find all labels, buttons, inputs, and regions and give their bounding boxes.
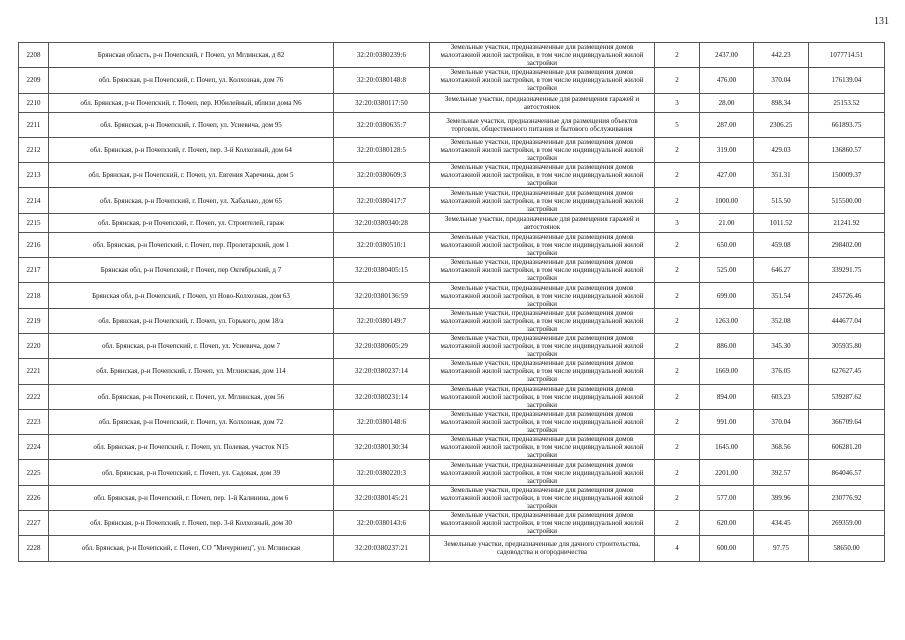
cadastral-value-cell: 539287.62 (809, 384, 885, 409)
cadastral-number-cell: 32:20:0380605:29 (334, 333, 430, 358)
unit-value-cell: 515.50 (754, 188, 809, 213)
area-cell: 886.00 (700, 333, 754, 358)
unit-value-cell: 345.30 (754, 333, 809, 358)
table-row (19, 112, 885, 137)
land-use-cell: Земельные участки, предназначенные для размещения домов малоэтажной жилой застройки, в том числе индивидуальной жилой застройки (430, 137, 655, 162)
unit-value-cell: 646.27 (754, 258, 809, 283)
cadastral-value-cell: 176139.04 (809, 68, 885, 93)
table-row (19, 137, 885, 162)
table-row (19, 435, 885, 460)
area-cell: 2437.00 (700, 43, 754, 68)
unit-value-cell: 898.34 (754, 93, 809, 112)
area-cell: 577.00 (700, 485, 754, 510)
unit-value-cell: 603.23 (754, 384, 809, 409)
row-number: 2224 (19, 435, 49, 460)
land-use-cell: Земельные участки, предназначенные для размещения домов малоэтажной жилой застройки, в том числе индивидуальной жилой застройки (430, 232, 655, 257)
address-cell: обл. Брянская, р-н Почепский, г. Почеп, ул. Евгения Харечина, дом 5 (49, 163, 334, 188)
cadastral-number-cell: 32:20:0380237:21 (334, 536, 430, 561)
land-use-cell: Земельные участки, предназначенные для размещения гаражей и автостоянок (430, 93, 655, 112)
address-cell: обл. Брянская, р-н Почепский, г. Почеп, пер. Пролетарский, дом 1 (49, 232, 334, 257)
area-cell: 991.00 (700, 409, 754, 434)
address-cell: Брянская обл, р-н Почепский, г Почеп, ул Ново-Колхозная, дом 63 (49, 283, 334, 308)
group-code-cell: 2 (655, 435, 700, 460)
address-cell: обл. Брянская, р-н Почепский, г. Почеп, ул. Садовая, дом 39 (49, 460, 334, 485)
cadastral-value-cell: 366709.64 (809, 409, 885, 434)
row-number: 2213 (19, 163, 49, 188)
cadastral-value-cell: 606281.20 (809, 435, 885, 460)
address-cell: обл. Брянская, р-н Почепский, г. Почеп, ул. Полевая, участок N15 (49, 435, 334, 460)
unit-value-cell: 370.04 (754, 68, 809, 93)
unit-value-cell: 376.05 (754, 359, 809, 384)
cadastral-number-cell: 32:20:0380231:14 (334, 384, 430, 409)
area-cell: 287.00 (700, 112, 754, 137)
cadastral-number-cell: 32:20:0380130:34 (334, 435, 430, 460)
group-code-cell: 2 (655, 188, 700, 213)
area-cell: 1000.00 (700, 188, 754, 213)
address-cell: обл. Брянская, р-н Почепский, г. Почеп, ул. Колхозная, дом 72 (49, 409, 334, 434)
cadastral-number-cell: 32:20:0380148:8 (334, 68, 430, 93)
group-code-cell: 2 (655, 359, 700, 384)
cadastral-number-cell: 32:20:0380145:21 (334, 485, 430, 510)
address-cell: обл. Брянская, р-н Почепский, г. Почеп, ул. Усиевича, дом 7 (49, 333, 334, 358)
group-code-cell: 2 (655, 283, 700, 308)
row-number: 2208 (19, 43, 49, 68)
cadastral-value-cell: 515500.00 (809, 188, 885, 213)
group-code-cell: 3 (655, 93, 700, 112)
group-code-cell: 2 (655, 137, 700, 162)
land-use-cell: Земельные участки, предназначенные для размещения домов малоэтажной жилой застройки, в том числе индивидуальной жилой застройки (430, 333, 655, 358)
table-row (19, 536, 885, 561)
row-number: 2216 (19, 232, 49, 257)
cadastral-number-cell: 32:20:0380417:7 (334, 188, 430, 213)
group-code-cell: 3 (655, 213, 700, 232)
area-cell: 894.00 (700, 384, 754, 409)
row-number: 2226 (19, 485, 49, 510)
cadastral-value-cell: 150009.37 (809, 163, 885, 188)
land-use-cell: Земельные участки, предназначенные для размещения домов малоэтажной жилой застройки, в том числе индивидуальной жилой застройки (430, 68, 655, 93)
land-use-cell: Земельные участки, предназначенные для размещения объектов торговли, общественного питания и бытового обслуживания (430, 112, 655, 137)
cadastral-value-cell: 298402.00 (809, 232, 885, 257)
table-row (19, 232, 885, 257)
unit-value-cell: 429.03 (754, 137, 809, 162)
table-row (19, 213, 885, 232)
row-number: 2223 (19, 409, 49, 434)
address-cell: обл. Брянская, р-н Почепский, г. Почеп, ул. Мглинская, дом 56 (49, 384, 334, 409)
cadastral-value-cell: 444677.04 (809, 308, 885, 333)
cadastral-value-cell: 230776.92 (809, 485, 885, 510)
area-cell: 319.00 (700, 137, 754, 162)
page-number: 131 (874, 16, 889, 27)
unit-value-cell: 392.57 (754, 460, 809, 485)
address-cell: обл. Брянская, р-н Почепский, г. Почеп, ул. Горького, дом 18/а (49, 308, 334, 333)
area-cell: 620.00 (700, 511, 754, 536)
table-row (19, 511, 885, 536)
land-use-cell: Земельные участки, предназначенные для размещения домов малоэтажной жилой застройки, в том числе индивидуальной жилой застройки (430, 188, 655, 213)
address-cell: Брянская область, р-н Почепский, г Почеп, ул Мглинская, д 82 (49, 43, 334, 68)
table-row (19, 68, 885, 93)
cadastral-value-cell: 339291.75 (809, 258, 885, 283)
row-number: 2228 (19, 536, 49, 561)
address-cell: обл. Брянская, р-н Почепский, г. Почеп, ул. Хабалько, дом 65 (49, 188, 334, 213)
table-row (19, 359, 885, 384)
group-code-cell: 2 (655, 384, 700, 409)
cadastral-value-cell: 1077714.51 (809, 43, 885, 68)
address-cell: обл. Брянская, р-н Почепский, г. Почеп, пер. 1-й Калинина, дом 6 (49, 485, 334, 510)
cadastral-number-cell: 32:20:0380239:6 (334, 43, 430, 68)
table-row (19, 384, 885, 409)
cadastral-number-cell: 32:20:0380148:6 (334, 409, 430, 434)
group-code-cell: 2 (655, 163, 700, 188)
unit-value-cell: 399.96 (754, 485, 809, 510)
cadastral-number-cell: 32:20:0380220:3 (334, 460, 430, 485)
address-cell: обл. Брянская, р-н Почепский, г. Почеп, ул. Усиевича, дом 95 (49, 112, 334, 137)
unit-value-cell: 370.04 (754, 409, 809, 434)
land-use-cell: Земельные участки, предназначенные для размещения домов малоэтажной жилой застройки, в том числе индивидуальной жилой застройки (430, 308, 655, 333)
row-number: 2218 (19, 283, 49, 308)
row-number: 2220 (19, 333, 49, 358)
group-code-cell: 2 (655, 460, 700, 485)
land-use-cell: Земельные участки, предназначенные для дачного строительства, садоводства и огородничества (430, 536, 655, 561)
cadastral-value-cell: 661893.75 (809, 112, 885, 137)
land-use-cell: Земельные участки, предназначенные для размещения гаражей и автостоянок (430, 213, 655, 232)
cadastral-number-cell: 32:20:0380340:28 (334, 213, 430, 232)
address-cell: обл. Брянская, р-н Почепский, г. Почеп, СО "Мичуринец", ул. Мглинская (49, 536, 334, 561)
land-use-cell: Земельные участки, предназначенные для размещения домов малоэтажной жилой застройки, в том числе индивидуальной жилой застройки (430, 511, 655, 536)
group-code-cell: 5 (655, 112, 700, 137)
unit-value-cell: 352.08 (754, 308, 809, 333)
row-number: 2222 (19, 384, 49, 409)
address-cell: обл. Брянская, р-н Почепский, г. Почеп, пер. 3-й Колхозный, дом 64 (49, 137, 334, 162)
land-use-cell: Земельные участки, предназначенные для размещения домов малоэтажной жилой застройки, в том числе индивидуальной жилой застройки (430, 283, 655, 308)
unit-value-cell: 351.31 (754, 163, 809, 188)
cadastral-number-cell: 32:20:0380136:59 (334, 283, 430, 308)
cadastral-value-cell: 627627.45 (809, 359, 885, 384)
cadastral-number-cell: 32:20:0380405:15 (334, 258, 430, 283)
table-row (19, 485, 885, 510)
cadastral-value-cell: 305935.80 (809, 333, 885, 358)
unit-value-cell: 442.23 (754, 43, 809, 68)
cadastral-number-cell: 32:20:0380510:1 (334, 232, 430, 257)
group-code-cell: 2 (655, 43, 700, 68)
group-code-cell: 2 (655, 511, 700, 536)
cadastral-value-cell: 25153.52 (809, 93, 885, 112)
row-number: 2209 (19, 68, 49, 93)
area-cell: 525.00 (700, 258, 754, 283)
group-code-cell: 2 (655, 409, 700, 434)
cadastral-value-cell: 58650.00 (809, 536, 885, 561)
area-cell: 28.00 (700, 93, 754, 112)
row-number: 2212 (19, 137, 49, 162)
group-code-cell: 2 (655, 232, 700, 257)
row-number: 2211 (19, 112, 49, 137)
unit-value-cell: 97.75 (754, 536, 809, 561)
group-code-cell: 2 (655, 68, 700, 93)
group-code-cell: 4 (655, 536, 700, 561)
area-cell: 476.00 (700, 68, 754, 93)
row-number: 2221 (19, 359, 49, 384)
area-cell: 600.00 (700, 536, 754, 561)
address-cell: обл. Брянская, р-н Почепский, г. Почеп, ул. Мглинская, дом 114 (49, 359, 334, 384)
unit-value-cell: 459.08 (754, 232, 809, 257)
cadastral-number-cell: 32:20:0380143:6 (334, 511, 430, 536)
table-row (19, 93, 885, 112)
table-row (19, 308, 885, 333)
cadastral-number-cell: 32:20:0380149:7 (334, 308, 430, 333)
address-cell: обл. Брянская, р-н Почепский, г. Почеп, ул. Колхозная, дом 76 (49, 68, 334, 93)
land-use-cell: Земельные участки, предназначенные для размещения домов малоэтажной жилой застройки, в том числе индивидуальной жилой застройки (430, 43, 655, 68)
row-number: 2210 (19, 93, 49, 112)
land-use-cell: Земельные участки, предназначенные для размещения домов малоэтажной жилой застройки, в том числе индивидуальной жилой застройки (430, 359, 655, 384)
table-row (19, 43, 885, 68)
area-cell: 1263.00 (700, 308, 754, 333)
address-cell: Брянская обл, р-н Почепский, г Почеп, пер Октябрьский, д 7 (49, 258, 334, 283)
row-number: 2219 (19, 308, 49, 333)
address-cell: обл. Брянская, р-н Почепский, г. Почеп, ул. Строителей, гараж (49, 213, 334, 232)
unit-value-cell: 434.45 (754, 511, 809, 536)
area-cell: 427.00 (700, 163, 754, 188)
area-cell: 21.00 (700, 213, 754, 232)
land-use-cell: Земельные участки, предназначенные для размещения домов малоэтажной жилой застройки, в том числе индивидуальной жилой застройки (430, 435, 655, 460)
land-use-cell: Земельные участки, предназначенные для размещения домов малоэтажной жилой застройки, в том числе индивидуальной жилой застройки (430, 384, 655, 409)
row-number: 2225 (19, 460, 49, 485)
group-code-cell: 2 (655, 308, 700, 333)
table-row (19, 283, 885, 308)
land-use-cell: Земельные участки, предназначенные для размещения домов малоэтажной жилой застройки, в том числе индивидуальной жилой застройки (430, 460, 655, 485)
table-row (19, 188, 885, 213)
table-row (19, 409, 885, 434)
group-code-cell: 2 (655, 258, 700, 283)
land-use-cell: Земельные участки, предназначенные для размещения домов малоэтажной жилой застройки, в том числе индивидуальной жилой застройки (430, 485, 655, 510)
address-cell: обл. Брянская, р-н Почепский, г. Почеп, пер. 3-й Колхозный, дом 30 (49, 511, 334, 536)
land-use-cell: Земельные участки, предназначенные для размещения домов малоэтажной жилой застройки, в том числе индивидуальной жилой застройки (430, 409, 655, 434)
unit-value-cell: 351.54 (754, 283, 809, 308)
cadastral-number-cell: 32:20:0380635:7 (334, 112, 430, 137)
cadastral-number-cell: 32:20:0380237:14 (334, 359, 430, 384)
area-cell: 1645.00 (700, 435, 754, 460)
table-row (19, 460, 885, 485)
land-use-cell: Земельные участки, предназначенные для размещения домов малоэтажной жилой застройки, в том числе индивидуальной жилой застройки (430, 258, 655, 283)
cadastral-value-table (18, 42, 885, 562)
table-row (19, 163, 885, 188)
area-cell: 2201.00 (700, 460, 754, 485)
row-number: 2227 (19, 511, 49, 536)
cadastral-value-cell: 269359.00 (809, 511, 885, 536)
cadastral-value-cell: 245726.46 (809, 283, 885, 308)
row-number: 2214 (19, 188, 49, 213)
row-number: 2217 (19, 258, 49, 283)
area-cell: 650.00 (700, 232, 754, 257)
unit-value-cell: 1011.52 (754, 213, 809, 232)
unit-value-cell: 368.56 (754, 435, 809, 460)
area-cell: 699.00 (700, 283, 754, 308)
address-cell: обл. Брянская, р-н Почепский, г. Почеп, пер. Юбилейный, вблизи дома N6 (49, 93, 334, 112)
row-number: 2215 (19, 213, 49, 232)
cadastral-value-cell: 136860.57 (809, 137, 885, 162)
group-code-cell: 2 (655, 333, 700, 358)
group-code-cell: 2 (655, 485, 700, 510)
table-row (19, 258, 885, 283)
cadastral-value-cell: 864046.57 (809, 460, 885, 485)
land-use-cell: Земельные участки, предназначенные для размещения домов малоэтажной жилой застройки, в том числе индивидуальной жилой застройки (430, 163, 655, 188)
cadastral-number-cell: 32:20:0380117:50 (334, 93, 430, 112)
area-cell: 1669.00 (700, 359, 754, 384)
cadastral-number-cell: 32:20:0380609:3 (334, 163, 430, 188)
cadastral-value-cell: 21241.92 (809, 213, 885, 232)
cadastral-number-cell: 32:20:0380128:5 (334, 137, 430, 162)
table-row (19, 333, 885, 358)
unit-value-cell: 2306.25 (754, 112, 809, 137)
